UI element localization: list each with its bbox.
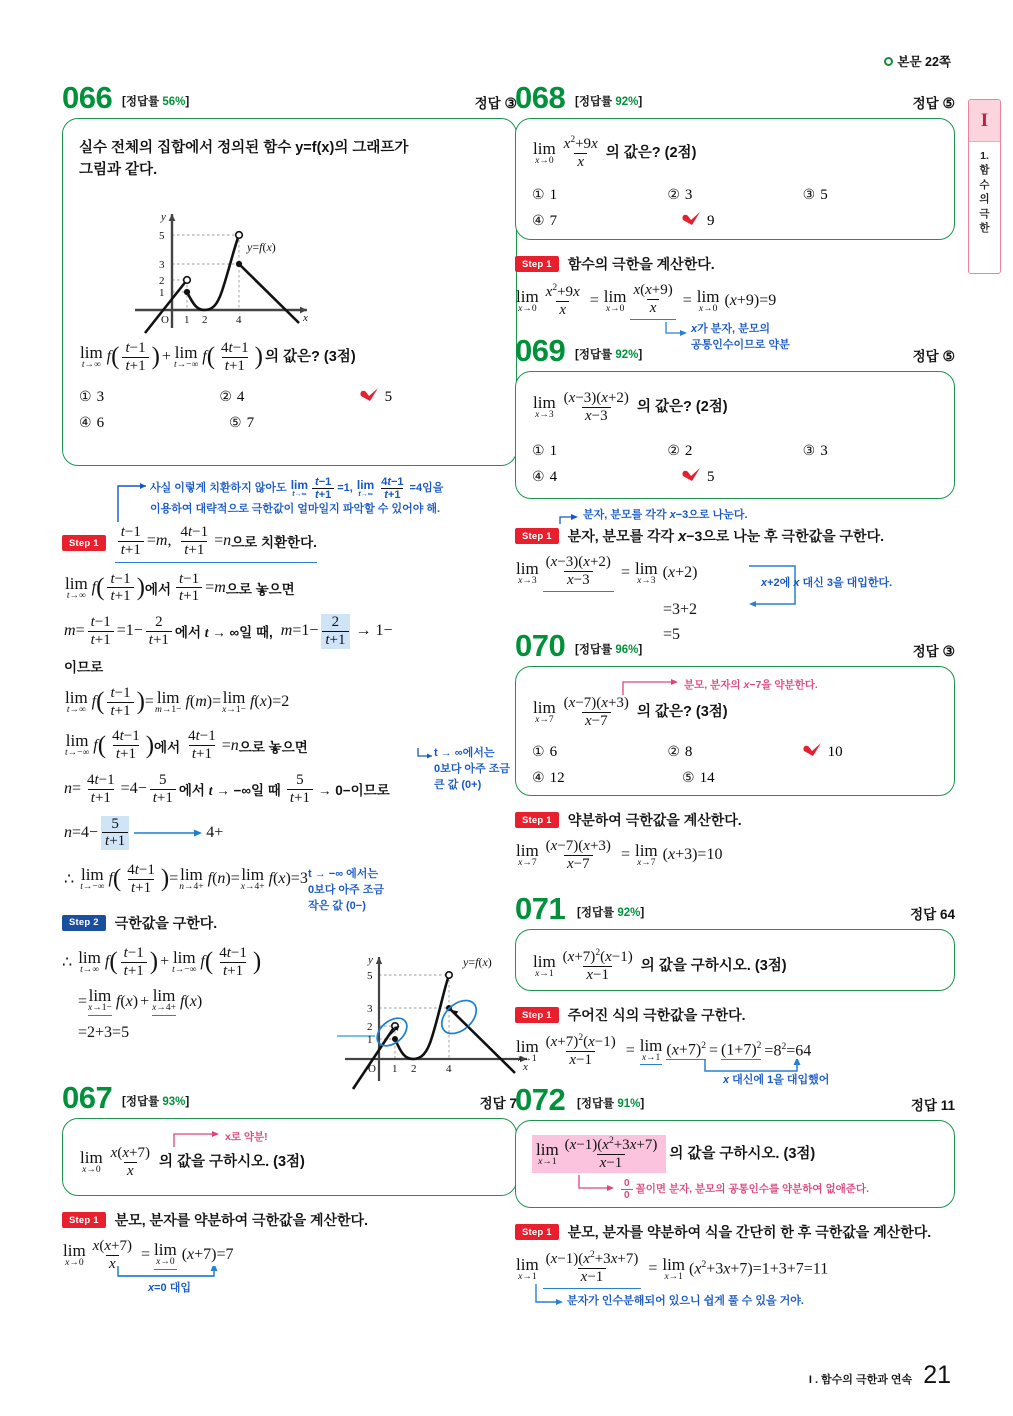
green-ring-icon [884, 57, 893, 66]
problem-number: 067 [62, 1080, 113, 1115]
choice-row [532, 744, 938, 761]
problem-070-choices [532, 744, 938, 787]
choice-option[interactable]: ② 2 [667, 442, 693, 459]
problem-070-step1 [515, 810, 955, 830]
problem-number: 070 [515, 628, 566, 663]
svg-text:3: 3 [159, 258, 165, 271]
svg-text:y: y [161, 210, 166, 223]
problem-072-expression: lim x→1 $\frac{(x-1)(x^2+3x+7)}{x-1}$ 의 값을 구하시오. (3점) [532, 1135, 938, 1173]
svg-text:y: y [368, 953, 373, 966]
answer-label: 정답 ③ [474, 95, 517, 111]
connector-blue-icon [114, 1266, 284, 1300]
header-reference [884, 52, 951, 70]
accuracy-rate: [정답률 93%] [122, 1096, 190, 1108]
accuracy-rate: [정답률 56%] [122, 96, 190, 108]
work-line-7: n=4− $\frac{5}{t+1}$ 4+ [64, 815, 224, 850]
svg-text:4: 4 [236, 313, 242, 326]
problem-067-work [62, 1238, 517, 1304]
accuracy-rate: [정답률 92%] [577, 907, 645, 919]
svg-text:2: 2 [202, 313, 208, 326]
choice-option[interactable]: ④ 6 [79, 414, 105, 431]
question-prompt: 의 값은? (3점) [264, 349, 356, 365]
question-prompt: 의 값을 구하시오. (3점) [158, 1154, 305, 1171]
arrow-elbow-pink-icon [620, 673, 682, 697]
choice-row [532, 469, 938, 486]
problem-071-question-box [515, 929, 955, 991]
accuracy-rate: [정답률 96%] [575, 644, 643, 656]
chapter-char: 의 [979, 193, 990, 206]
problem-066-header [62, 80, 517, 118]
problem-070-work: lim x→7 $\frac{(x-7)(x+3)}{x-7}$ = lim x→7 (x+3)=10 [516, 838, 723, 872]
choice-option[interactable]: ③ 5 [802, 186, 828, 203]
arrow-elbow-icon [416, 748, 438, 760]
step2-work: ∴ lim t→∞ f ( $\frac{t-1}{t+1}$ ) + lim t→−∞ f ( $\frac{4t-1}{t+1}$ ) = lim x→1− f(x) + lim x→4+ f(x) =2+3=5 [62, 944, 262, 1041]
anno-text: 분자, 분모를 각각 x−3으로 나눈다. [583, 509, 748, 521]
problem-070-header [515, 628, 955, 666]
answer-label: 정답 ⑤ [912, 95, 955, 111]
problem-069-annotation-top [515, 506, 955, 526]
anno-text: t → ∞에서는 [434, 747, 495, 759]
red-check-icon [803, 744, 823, 760]
arrow-elbow-pink-icon [576, 1175, 622, 1199]
work-line-1: lim t→∞ f ( $\frac{t-1}{t+1}$ ) 에서 $\frac{t-1}{t+1}$ =m 으로 놓으면 [65, 570, 295, 605]
problem-066-step1: Step 1 $\frac{t-1}{t+1}$ =m, $\frac{4t-1}{t+1}$ =n 으로 치환한다. [62, 524, 517, 563]
step-text: 함수의 극한을 계산한다. [567, 256, 715, 272]
accuracy-rate: [정답률 92%] [575, 96, 643, 108]
step-badge: Step 1 [62, 535, 106, 551]
step-badge: Step 1 [515, 528, 559, 544]
step-badge: Step 2 [62, 915, 106, 931]
choice-option[interactable]: ① 1 [532, 442, 558, 459]
anno-text: x=0 대입 [148, 1282, 191, 1294]
question-prompt: 의 값을 구하시오. (3점) [640, 957, 787, 974]
header-reference-text: 본문 22쪽 [897, 55, 951, 69]
problem-066-annotation-top: 사실 이렇게 치환하지 않아도 lim t→∞ $\frac{t-1}{t+1}$ =1, lim t→∞ $\frac{4t-1}{t+1}$ =4임을 이용하여 대략적으로 극한값이 얼마일지 파악할 수 있어야 해. [62, 476, 517, 522]
step-text: 극한값을 구한다. [114, 914, 218, 931]
svg-text:O: O [368, 1062, 376, 1075]
work-line: lim x→1 $\frac{(x-1)(x^2+3x+7)}{x-1}$ = lim x→1 $(x^2+3x+7)=1+3+7=11$ [515, 1250, 955, 1289]
choice-option[interactable]: ④ 12 [532, 769, 565, 786]
problem-066-graph [79, 188, 500, 336]
svg-text:y=f(x): y=f(x) [247, 239, 276, 254]
choice-option[interactable]: ② 8 [667, 743, 693, 760]
anno-text: x로 약분! [225, 1130, 268, 1143]
anno-text: t → −∞ 에서는 [308, 868, 378, 880]
anno-text: 0보다 아주 조금 [434, 762, 510, 775]
anno-text: 작은 값 (0−) [308, 899, 366, 912]
work-line-3: 이므로 [64, 659, 104, 675]
function-graph-svg [117, 188, 417, 336]
svg-text:1: 1 [184, 313, 190, 326]
choice-option-selected[interactable]: 5 [360, 389, 500, 406]
work-line-2: m= $\frac{t-1}{t+1}$ =1− $\frac{2}{t+1}$ 에서 t → ∞일 때, m=1− $\frac{2}{t+1}$ → 1− [64, 614, 393, 648]
problem-066-step2-body [62, 941, 528, 1093]
problem-066 [62, 80, 528, 1093]
problem-070-question-box [515, 666, 955, 796]
choice-option[interactable]: ① 1 [532, 186, 558, 203]
problem-069-header [515, 333, 955, 371]
problem-069-choices [532, 443, 938, 486]
step-badge: Step 1 [62, 1212, 106, 1228]
choice-option-selected[interactable]: 10 [803, 744, 938, 761]
choice-row [79, 415, 500, 432]
anno-line2: 이용하여 대략적으로 극한값이 얼마일지 파악할 수 있어야 해. [150, 503, 441, 515]
step-badge: Step 1 [515, 1224, 559, 1240]
anno-line1-c: =4임을 [409, 481, 444, 494]
svg-text:1: 1 [367, 1033, 373, 1046]
footer-page-number: 21 [923, 1361, 951, 1389]
work-line-3: =5 [663, 625, 681, 643]
anno-line1-a: 사실 이렇게 치환하지 않아도 [150, 481, 287, 494]
work-line-8: ∴ lim t→−∞ f ( $\frac{4t-1}{t+1}$ ) = lim n→4+ f(n)= lim x→4+ f(x)=3 [64, 862, 308, 896]
question-prompt: 의 값은? (2점) [636, 399, 728, 416]
svg-text:y=f(x): y=f(x) [463, 954, 492, 969]
chapter-char: 수 [979, 178, 990, 191]
problem-067-expression: lim x→0 $\frac{x(x+7)}{x}$ 의 값을 구하시오. (3점) [80, 1145, 305, 1179]
answer-label: 정답 ③ [912, 643, 955, 659]
svg-text:1: 1 [392, 1062, 398, 1075]
work-annotation-2 [308, 867, 384, 915]
problem-number: 072 [515, 1082, 566, 1117]
work-line: lim x→0 $\frac{x^2+9x}{x}$ = lim x→0 $\frac{x(x+9)}{x}$ = lim x→0 (x+9)=9 [516, 282, 777, 318]
problem-072-step1 [515, 1222, 955, 1242]
anno-text: x가 분자, 분모의 [691, 323, 771, 335]
work-line-1: lim x→3 $\frac{(x-3)(x+2)}{x-3}$ = lim x→3 (x+2) [515, 554, 955, 592]
svg-text:x: x [523, 1060, 528, 1073]
problem-067-header [62, 1080, 517, 1118]
svg-text:O: O [161, 313, 169, 326]
problem-066-expression: lim t→∞ f ( $\frac{t-1}{t+1}$ ) + lim t→−∞ f ( $\frac{4t-1}{t+1}$ ) 의 값은? (3점) [80, 339, 356, 374]
anno-text: 큰 값 (0+) [434, 778, 482, 791]
answer-label: 정답 64 [910, 907, 955, 922]
page-footer [809, 1361, 951, 1390]
work-line-5: lim t→−∞ f ( $\frac{4t-1}{t+1}$ ) 에서 $\frac{4t-1}{t+1}$ =n 으로 놓으면 [65, 728, 308, 763]
problem-number: 068 [515, 80, 566, 115]
anno-text: x 대신에 1을 대입했어 [723, 1074, 830, 1086]
problem-066-step2 [62, 913, 517, 933]
red-check-icon [682, 213, 702, 229]
anno-text: $\frac{0}{0}$ 꼴이면 분자, 분모의 공통인수를 약분하여 없애준다. [618, 1178, 869, 1201]
question-text-line1: 실수 전체의 집합에서 정의된 함수 y=f(x)의 그래프가 [79, 140, 409, 156]
svg-text:x: x [303, 311, 308, 324]
choice-option[interactable]: ⑤ 14 [682, 769, 715, 786]
work-line-4: lim t→∞ f ( $\frac{t-1}{t+1}$ ) = lim m→1− f(m)= lim x→1− f(x)=2 [65, 684, 290, 719]
svg-text:2: 2 [159, 274, 165, 287]
svg-text:4: 4 [446, 1062, 452, 1075]
arrow-right-icon [134, 827, 204, 839]
problem-068-choices [532, 187, 938, 230]
chapter-char: 극 [979, 207, 990, 220]
chapter-char: 함 [979, 164, 990, 177]
problem-067-question-box [62, 1118, 517, 1196]
question-text-line2: 그림과 같다. [79, 162, 158, 179]
problem-071-step1 [515, 1005, 955, 1025]
choice-option[interactable]: ③ 3 [802, 442, 828, 459]
svg-text:2: 2 [411, 1062, 417, 1075]
question-prompt: 의 값은? (3점) [636, 704, 728, 721]
choice-row [532, 770, 938, 787]
red-check-icon [682, 469, 702, 485]
problem-069-step1 [515, 526, 955, 546]
problem-066-question-box [62, 118, 517, 466]
chapter-char: 한 [979, 222, 990, 235]
step-badge: Step 1 [515, 812, 559, 828]
problem-068-question-box [515, 118, 955, 240]
red-check-icon [360, 389, 380, 405]
svg-text:1: 1 [159, 286, 165, 299]
choice-option[interactable]: ① 6 [532, 743, 558, 760]
choice-option[interactable]: ② 3 [667, 186, 693, 203]
problem-072-header [515, 1082, 955, 1120]
problem-067-annotation [171, 1125, 268, 1149]
step-text: 약분하여 극한값을 계산한다. [567, 812, 742, 828]
choice-row [532, 187, 938, 204]
problem-070-expression: lim x→7 $\frac{(x-7)(x+3)}{x-7}$ 의 값은? (3점) [533, 695, 728, 729]
problem-070 [515, 628, 955, 873]
question-prompt: 의 값은? (2점) [605, 144, 697, 161]
svg-text:5: 5 [367, 969, 373, 982]
answer-label: 정답 7 [479, 1096, 517, 1111]
problem-number: 069 [515, 333, 566, 368]
problem-068-header [515, 80, 955, 118]
choice-row [532, 443, 938, 460]
problem-072-annotation [532, 1175, 938, 1203]
arrow-elbow-pink-icon [171, 1125, 223, 1149]
footer-chapter: I . 함수의 극한과 연속 [808, 1374, 913, 1386]
chapter-char: 1. [980, 150, 989, 162]
choice-option-selected[interactable]: 9 [682, 213, 832, 230]
svg-text:5: 5 [159, 229, 165, 242]
problem-069-expression: lim x→3 $\frac{(x-3)(x+2)}{x-3}$ 의 값은? (2점) [533, 390, 728, 424]
anno-text: 0보다 아주 조금 [308, 883, 384, 896]
accuracy-rate: [정답률 91%] [577, 1098, 645, 1110]
choice-option[interactable]: ⑤ 7 [229, 414, 255, 431]
svg-text:2: 2 [367, 1020, 373, 1033]
anno-text: 공통인수이므로 약분 [691, 339, 790, 351]
answer-label: 정답 11 [910, 1098, 955, 1113]
problem-071-expression: lim x→1 $\frac{(x+7)^2(x-1)}{x-1}$ 의 값을 구하시오. (3점) [533, 948, 787, 983]
problem-067 [62, 1080, 517, 1304]
anno-text: 분모, 분자의 x−7을 약분한다. [684, 678, 818, 691]
chapter-label-vertical [969, 142, 1000, 274]
problem-069 [515, 333, 955, 650]
problem-number: 066 [62, 80, 113, 115]
work-line: lim x→1 $\frac{(x+7)^2(x-1)}{x-1}$ = lim x→1 $(x+7)^2$ = $(1+7)^2$ $=8^2=64$ [516, 1033, 812, 1068]
step-badge: Step 1 [515, 256, 559, 272]
step-text: 분모, 분자를 약분하여 식을 간단히 한 후 극한값을 계산한다. [567, 1224, 932, 1240]
anno-text: 분자가 인수분해되어 있으니 쉽게 풀 수 있을 거야. [567, 1295, 804, 1307]
step-text: 분모, 분자를 약분하여 극한값을 계산한다. [114, 1212, 368, 1228]
arrow-elbow-icon [557, 510, 579, 526]
answer-label: 정답 ⑤ [912, 348, 955, 364]
choice-option[interactable]: ① 3 [79, 388, 105, 405]
work-line-2: =3+2 [663, 600, 698, 618]
problem-069-question-box [515, 371, 955, 499]
problem-number: 071 [515, 891, 566, 926]
anno-text: x+2에 x 대신 3을 대입한다. [761, 577, 893, 589]
anno-line1-b: =1, [337, 481, 353, 494]
work-line-6: n= $\frac{4t-1}{t+1}$ =4− $\frac{5}{t+1}$ 에서 t → −∞일 때 $\frac{5}{t+1}$ → 0−이므로 [64, 771, 390, 806]
step-text: 분자, 분모를 각각 x−3으로 나눈 후 극한값을 구한다. [567, 528, 884, 545]
svg-text:3: 3 [367, 1002, 373, 1015]
step-badge: Step 1 [515, 1007, 559, 1023]
step2-result: =2+3=5 [78, 1023, 130, 1041]
choice-option[interactable]: ④ 7 [532, 212, 558, 229]
choice-option-selected[interactable]: 5 [682, 469, 832, 486]
question-prompt: 의 값을 구하시오. (3점) [669, 1145, 816, 1162]
problem-071-header [515, 891, 955, 929]
problem-071 [515, 891, 955, 1095]
problem-067-step1 [62, 1210, 517, 1230]
step-text: 주어진 식의 극한값을 구한다. [567, 1007, 746, 1023]
problem-072 [515, 1082, 955, 1320]
work-annotation-1 [434, 746, 510, 794]
problem-070-annotation [620, 673, 818, 697]
problem-066-choices [79, 389, 500, 432]
choice-option[interactable]: ② 4 [219, 388, 245, 405]
problem-068-expression: lim x→0 $\frac{x^2+9x}{x}$ 의 값은? (2점) [533, 135, 697, 170]
accuracy-rate: [정답률 92%] [575, 349, 643, 361]
problem-072-question-box [515, 1120, 955, 1208]
problem-072-work [515, 1250, 955, 1320]
choice-option[interactable]: ④ 4 [532, 468, 558, 485]
work-line: lim x→0 $\frac{x(x+7)}{x}$ = lim x→0 (x+7)=7 [63, 1238, 234, 1272]
chapter-side-tab [968, 99, 1001, 274]
choice-row [79, 389, 500, 406]
chapter-roman: I [969, 100, 1000, 142]
problem-068-step1 [515, 254, 955, 274]
choice-row [532, 213, 938, 230]
